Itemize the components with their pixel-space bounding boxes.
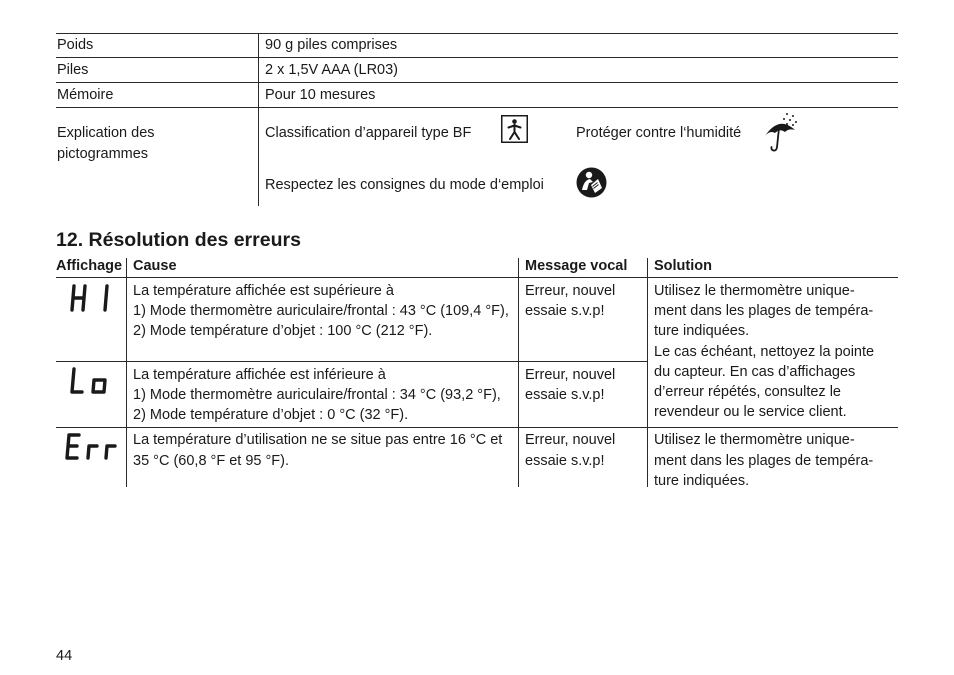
header-cause: Cause xyxy=(133,258,177,274)
column-divider xyxy=(258,33,259,206)
solution-shared-line1: Utilisez le thermomètre unique- xyxy=(654,283,855,299)
bf-applied-part-icon xyxy=(501,115,528,143)
cause-hi-line1: La température affichée est supérieure à xyxy=(133,283,394,299)
bf-classification-text: Classification d’appareil type BF xyxy=(265,125,472,141)
table-rule xyxy=(56,427,898,428)
solution-err-line3: ture indiquées. xyxy=(654,473,750,489)
solution-err-line2: ment dans les plages de tempéra- xyxy=(654,453,874,469)
solution-shared-line2: ment dans les plages de tempéra- xyxy=(654,303,874,319)
spec-label-pictograms-line1: Explication des xyxy=(57,125,155,141)
table-rule xyxy=(56,33,898,34)
humidity-text: Protéger contre l‘humidité xyxy=(576,125,742,141)
lcd-code-hi xyxy=(68,283,114,313)
spec-label-pictograms-line2: pictogrammes xyxy=(57,146,149,162)
spec-label-weight: Poids xyxy=(57,37,94,53)
section-title: 12. Résolution des erreurs xyxy=(56,229,301,251)
solution-shared-line6: d’erreur répétés, consultez le xyxy=(654,384,841,400)
lcd-code-lo xyxy=(68,366,114,396)
voice-err-line2: essaie s.v.p! xyxy=(525,453,605,469)
table-rule xyxy=(56,277,898,278)
cause-hi-line3: 2) Mode température d’objet : 100 °C (212 °F). xyxy=(133,323,433,339)
umbrella-rain-icon xyxy=(763,111,801,153)
voice-lo-line2: essaie s.v.p! xyxy=(525,387,605,403)
solution-shared-line5: du capteur. En cas d’affichages xyxy=(654,364,856,380)
cause-lo-line1: La température affichée est inférieure à xyxy=(133,367,386,383)
table-rule xyxy=(56,361,647,362)
spec-value-batteries: 2 x 1,5V AAA (LR03) xyxy=(265,62,398,78)
manual-text: Respectez les consignes du mode d‘emploi xyxy=(265,177,544,193)
header-voice-message: Message vocal xyxy=(525,258,628,274)
spec-value-weight: 90 g piles comprises xyxy=(265,37,398,53)
spec-label-memory: Mémoire xyxy=(57,87,114,103)
voice-hi-line1: Erreur, nouvel xyxy=(525,283,616,299)
solution-shared-line3: ture indiquées. xyxy=(654,323,750,339)
column-divider xyxy=(126,258,127,487)
read-manual-icon xyxy=(576,167,607,198)
header-display: Affichage xyxy=(56,258,123,274)
column-divider xyxy=(518,258,519,487)
table-rule xyxy=(56,57,898,58)
lcd-code-err xyxy=(64,432,120,462)
solution-shared-line7: revendeur ou le service client. xyxy=(654,404,847,420)
table-rule xyxy=(56,82,898,83)
column-divider xyxy=(647,258,648,487)
page-number: 44 xyxy=(56,648,73,664)
spec-label-batteries: Piles xyxy=(57,62,89,78)
cause-hi-line2: 1) Mode thermomètre auriculaire/frontal : 43 °C (109,4 °F), xyxy=(133,303,509,319)
voice-lo-line1: Erreur, nouvel xyxy=(525,367,616,383)
solution-shared-line4: Le cas échéant, nettoyez la pointe xyxy=(654,344,875,360)
spec-value-memory: Pour 10 mesures xyxy=(265,87,376,103)
cause-err-line2: 35 °C (60,8 °F et 95 °F). xyxy=(133,453,290,469)
cause-lo-line3: 2) Mode température d’objet : 0 °C (32 °F). xyxy=(133,407,409,423)
table-rule xyxy=(56,107,898,108)
voice-err-line1: Erreur, nouvel xyxy=(525,432,616,448)
cause-lo-line2: 1) Mode thermomètre auriculaire/frontal : 34 °C (93,2 °F), xyxy=(133,387,501,403)
cause-err-line1: La température d’utilisation ne se situe pas entre 16 °C et xyxy=(133,432,503,448)
solution-err-line1: Utilisez le thermomètre unique- xyxy=(654,432,855,448)
voice-hi-line2: essaie s.v.p! xyxy=(525,303,605,319)
header-solution: Solution xyxy=(654,258,712,274)
